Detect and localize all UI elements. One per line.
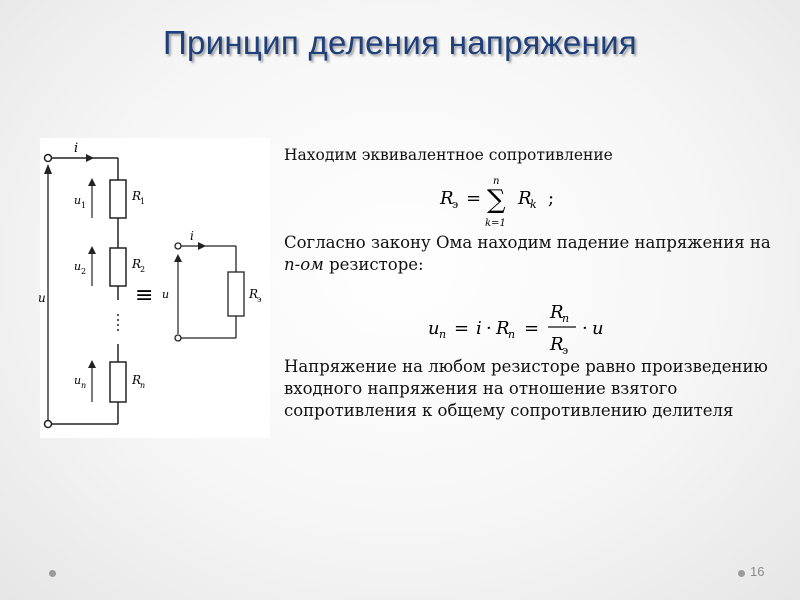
resistor-r2 (110, 248, 126, 286)
f2-r: R (496, 318, 510, 339)
f2-den-r: R (550, 334, 564, 355)
p2-text-2: резисторе: (323, 255, 424, 274)
current-label: i (74, 141, 79, 156)
label-un: u (74, 374, 82, 387)
formula2-svg (428, 300, 648, 356)
f2-eq1: = (454, 318, 470, 339)
f2-num-r: R (550, 302, 564, 323)
f2-dot2: · (582, 318, 588, 339)
resistor-re (228, 272, 244, 316)
f1-r-sub: э (452, 198, 459, 211)
label-u1: u (74, 194, 82, 207)
f1-r: R (440, 188, 454, 209)
paragraph-conclusion: Напряжение на любом резисторе равно произведению входного напряжения на отношение взятого сопротивления к общему сопротивлению делителя (284, 357, 768, 420)
input-terminal-top (45, 155, 52, 162)
page-number: 16 (750, 564, 765, 579)
formula-voltage-drop (428, 300, 648, 356)
f2-r-sub: n (508, 328, 516, 341)
eq-terminal-bottom (175, 335, 181, 341)
p2-text-italic: n-ом (284, 255, 324, 274)
circuit-svg (40, 138, 270, 438)
f2-i: i (476, 318, 482, 339)
resistor-rn (110, 362, 126, 402)
label-r1-sub: 1 (140, 197, 146, 206)
paragraph-ohms-law (284, 232, 774, 276)
voltage-label-u: u (38, 291, 46, 305)
f2-num-sub: n (562, 312, 570, 325)
formula1-svg (440, 172, 590, 232)
equivalence-sign: ≡ (135, 283, 154, 308)
paragraph-equivalent-resistance: Находим эквивалентное сопротивление (284, 146, 613, 164)
formula-equivalent-resistance (440, 172, 590, 232)
f1-rk-sub: k (530, 198, 537, 211)
slide-title: Принцип деления напряжения (163, 24, 637, 61)
f2-eq2: = (524, 318, 540, 339)
eq-voltage-label: u (162, 288, 170, 301)
f1-sum-upper: n (493, 176, 500, 187)
resistor-r1 (110, 180, 126, 218)
label-r2: R (132, 257, 142, 271)
label-re: R (249, 287, 259, 301)
f2-u: u (428, 318, 440, 339)
label-re-sub: э (257, 295, 262, 304)
f1-sum: ∑ (487, 185, 506, 215)
f2-dot: · (486, 318, 492, 339)
label-r2-sub: 2 (140, 265, 146, 274)
label-u1-sub: 1 (81, 201, 87, 210)
f2-den-sub: э (562, 344, 569, 357)
f1-sum-lower: k=1 (485, 218, 506, 229)
f1-eq: = (466, 188, 482, 209)
eq-terminal-top (175, 243, 181, 249)
label-u2-sub: 2 (81, 267, 87, 276)
voltage-divider-diagram (40, 138, 270, 438)
f2-u-sub: n (439, 328, 447, 341)
input-terminal-bottom (45, 421, 52, 428)
label-un-sub: n (81, 381, 87, 390)
label-r1: R (132, 189, 142, 203)
eq-current-label: i (190, 229, 194, 243)
f1-rk: R (518, 188, 532, 209)
footer-bullet-right-icon (738, 570, 745, 577)
label-rn: R (132, 373, 142, 387)
label-rn-sub: n (140, 381, 146, 390)
label-u2: u (74, 260, 82, 273)
p2-text-1: Согласно закону Ома находим падение напряжения на (284, 233, 771, 252)
footer-bullet-left-icon (49, 570, 56, 577)
f2-u2: u (592, 318, 604, 339)
f1-semicolon: ; (548, 188, 555, 209)
